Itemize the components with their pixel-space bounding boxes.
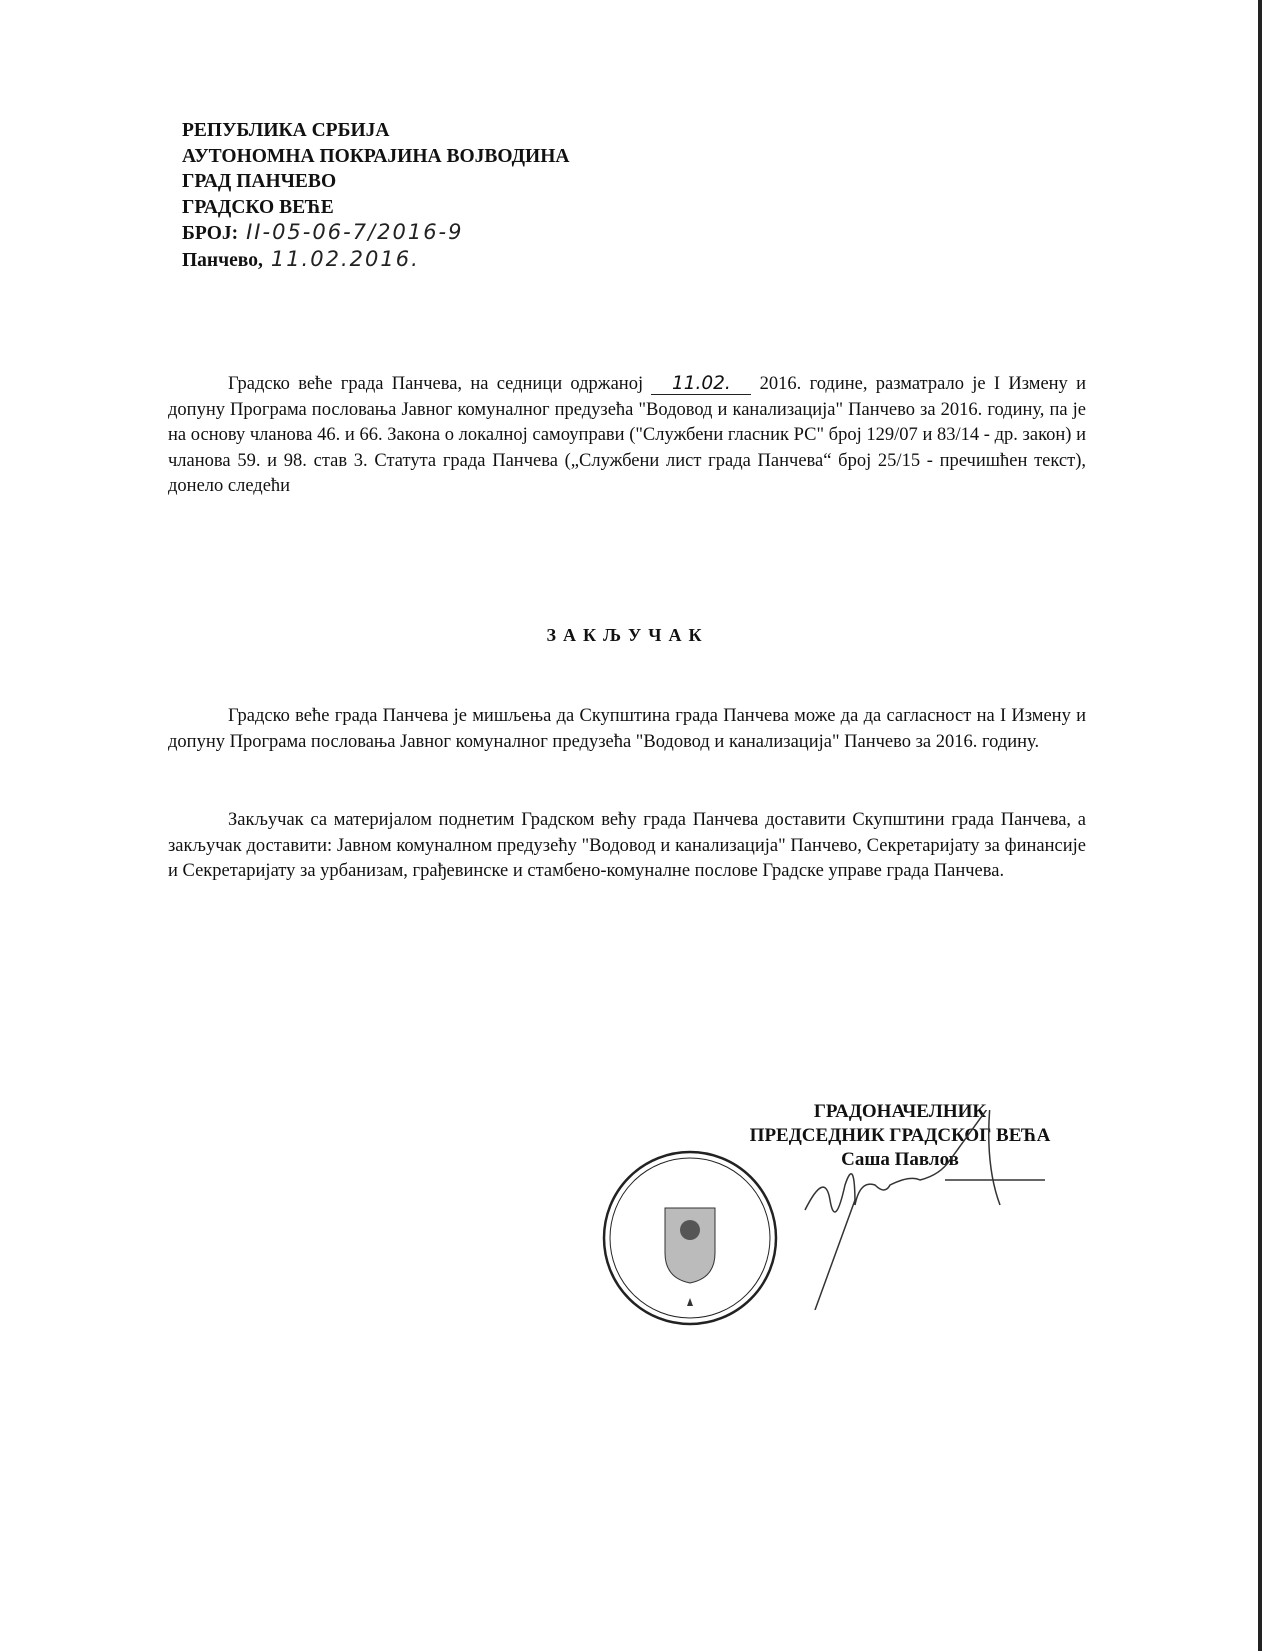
signatory-title-1: ГРАДОНАЧЕЛНИК [813,1101,987,1122]
conclusion-text: Закључак са материјалом поднетим Градском већу града Панчева доставити Скупштини града Панчева, а закључак доставити: Јавном комуналном предузећу "Водовод и канализација" Панчево, Секретаријату за финансије и Секретаријату за урбанизам, грађевинске и стамбено-комуналне послове Градске управе града Панчева. [168,810,1086,881]
place-label: Панчево, [182,249,263,271]
header-line: ГРАДСКО ВЕЋЕ [182,196,334,218]
scan-edge [1258,0,1262,1651]
date-value: 11.02.2016. [270,246,420,271]
conclusion-paragraph-2 [168,808,1086,885]
conclusion-paragraph-1 [168,704,1086,755]
session-date-fill: 11.02. [651,374,751,395]
document-header [182,118,569,273]
intro-paragraph [168,372,1086,500]
header-line: АУТОНОМНА ПОКРАЈИНА ВОЈВОДИНА [182,145,570,167]
number-label: БРОЈ: [182,223,239,244]
number-line [182,220,569,247]
number-value: II-05-06-7/2016-9 [246,220,464,244]
official-seal-stamp [600,1148,780,1328]
header-line: РЕПУБЛИКА СРБИЈА [182,120,390,141]
signatory-name: Саша Павлов [841,1149,959,1170]
handwritten-signature [795,1110,1055,1310]
signatory-title-2: ПРЕДСЕДНИК ГРАДСКОГ ВЕЋА [749,1125,1051,1146]
conclusion-text: Градско веће града Панчева је мишљења да Скупштина града Панчева може да да сагласност на I Измену и допуну Програма пословања Јавног комуналног предузећа "Водовод и канализација" Панчево за 2016. годину. [168,706,1086,752]
intro-text-2: 2016. године, разматрало је I Измену и допуну Програма пословања Јавног комуналног предузећа "Водовод и канализација" Панчево за 2016. годину, па је на основу чланова 46. и 66. Закона о локалној самоуправи ("Службени гласник РС" број 129/07 и 83/14 - др. закон) и чланова 59. и 98. став 3. Статута града Панчева („Службени лист града Панчева“ број 25/15 - пречишћен текст), донело следећи [168,374,1086,496]
document-title: ЗАКЉУЧАК [546,625,709,645]
header-line: ГРАД ПАНЧЕВО [182,171,337,192]
intro-text-1: Градско веће града Панчева, на седници одржаној [228,374,644,394]
place-date-line [182,247,569,274]
